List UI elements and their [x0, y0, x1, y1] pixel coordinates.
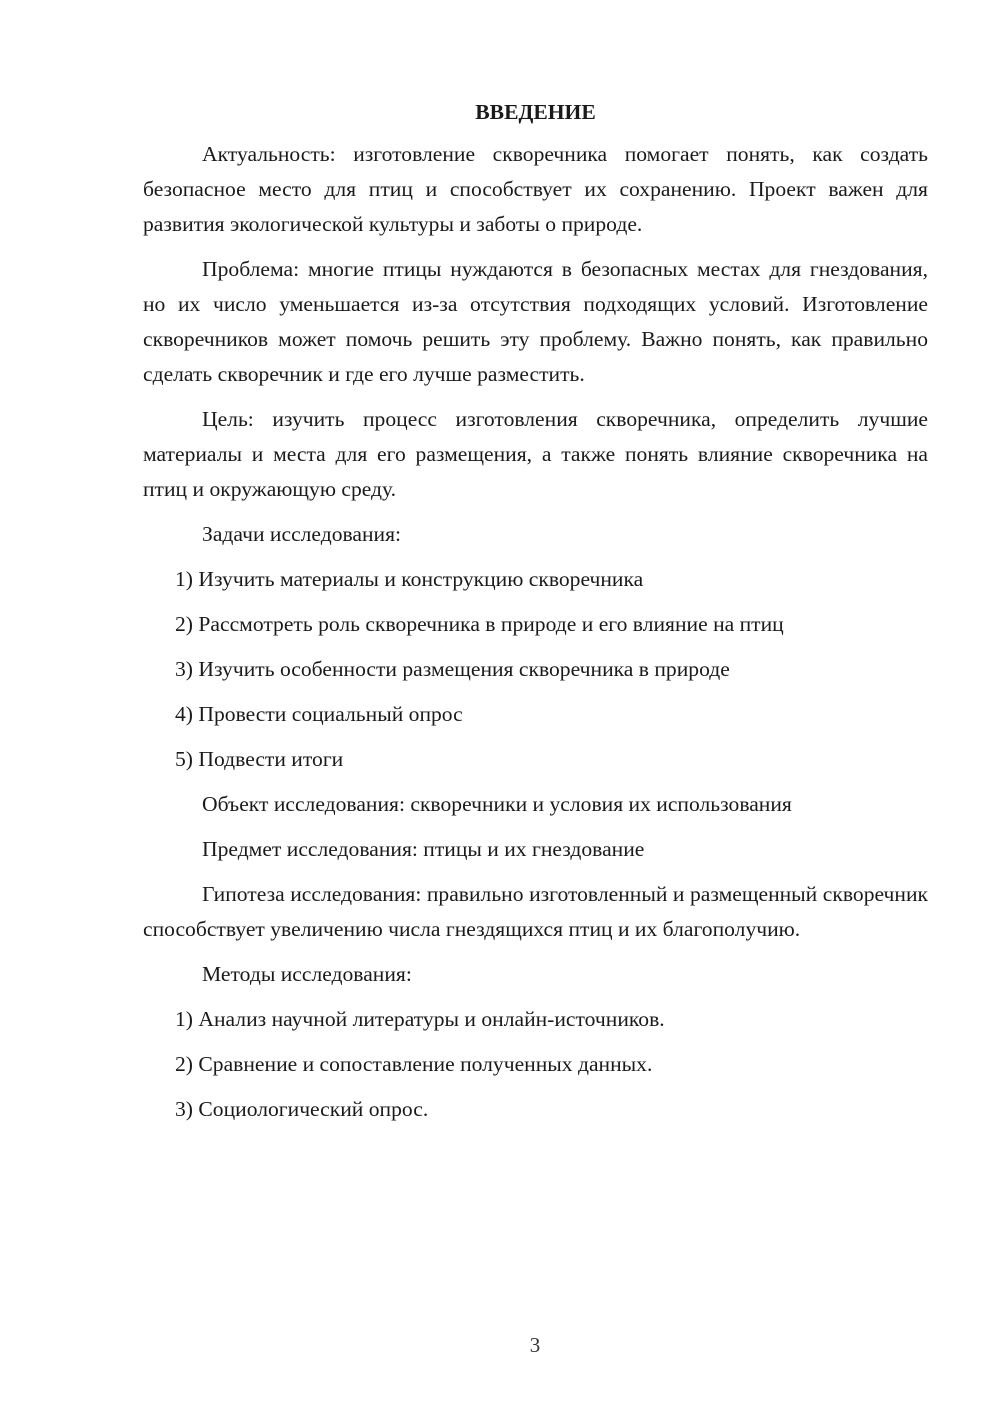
- methods-heading: Методы исследования:: [202, 962, 412, 986]
- section-title: ВВЕДЕНИЕ: [475, 100, 596, 124]
- task-item: 1) Изучить материалы и конструкцию скворечника: [175, 567, 644, 591]
- task-item: 2) Рассмотреть роль скворечника в природе и его влияние на птиц: [175, 612, 784, 636]
- document-page: [143, 96, 928, 1137]
- relevance-paragraph: Актуальность: изготовление скворечника помогает понять, как создать безопасное место для птиц и способствует их сохранению. Проект важен для развития экологической культуры и заботы о природе.: [143, 142, 928, 236]
- task-item: 4) Провести социальный опрос: [175, 702, 463, 726]
- goal-paragraph: Цель: изучить процесс изготовления скворечника, определить лучшие материалы и места для его размещения, а также понять влияние скворечника на птиц и окружающую среду.: [143, 407, 928, 501]
- page-number: 3: [529, 1333, 541, 1357]
- method-item: 2) Сравнение и сопоставление полученных данных.: [175, 1052, 653, 1076]
- subject-line: Предмет исследования: птицы и их гнездование: [202, 837, 645, 861]
- tasks-heading: Задачи исследования:: [202, 522, 402, 546]
- hypothesis-paragraph: Гипотеза исследования: правильно изготовленный и размещенный скворечник способствует увеличению числа гнездящихся птиц и их благополучию.: [143, 882, 928, 941]
- method-item: 1) Анализ научной литературы и онлайн-источников.: [175, 1007, 665, 1031]
- task-item: 3) Изучить особенности размещения скворечника в природе: [175, 657, 730, 681]
- object-line: Объект исследования: скворечники и условия их использования: [202, 792, 792, 816]
- method-item: 3) Социологический опрос.: [175, 1097, 429, 1121]
- problem-paragraph: Проблема: многие птицы нуждаются в безопасных местах для гнездования, но их число уменьшается из-за отсутствия подходящих условий. Изготовление скворечников может помочь решить эту проблему. Важно понять, как правильно сделать скворечник и где его лучше разместить.: [143, 257, 928, 386]
- task-item: 5) Подвести итоги: [175, 747, 344, 771]
